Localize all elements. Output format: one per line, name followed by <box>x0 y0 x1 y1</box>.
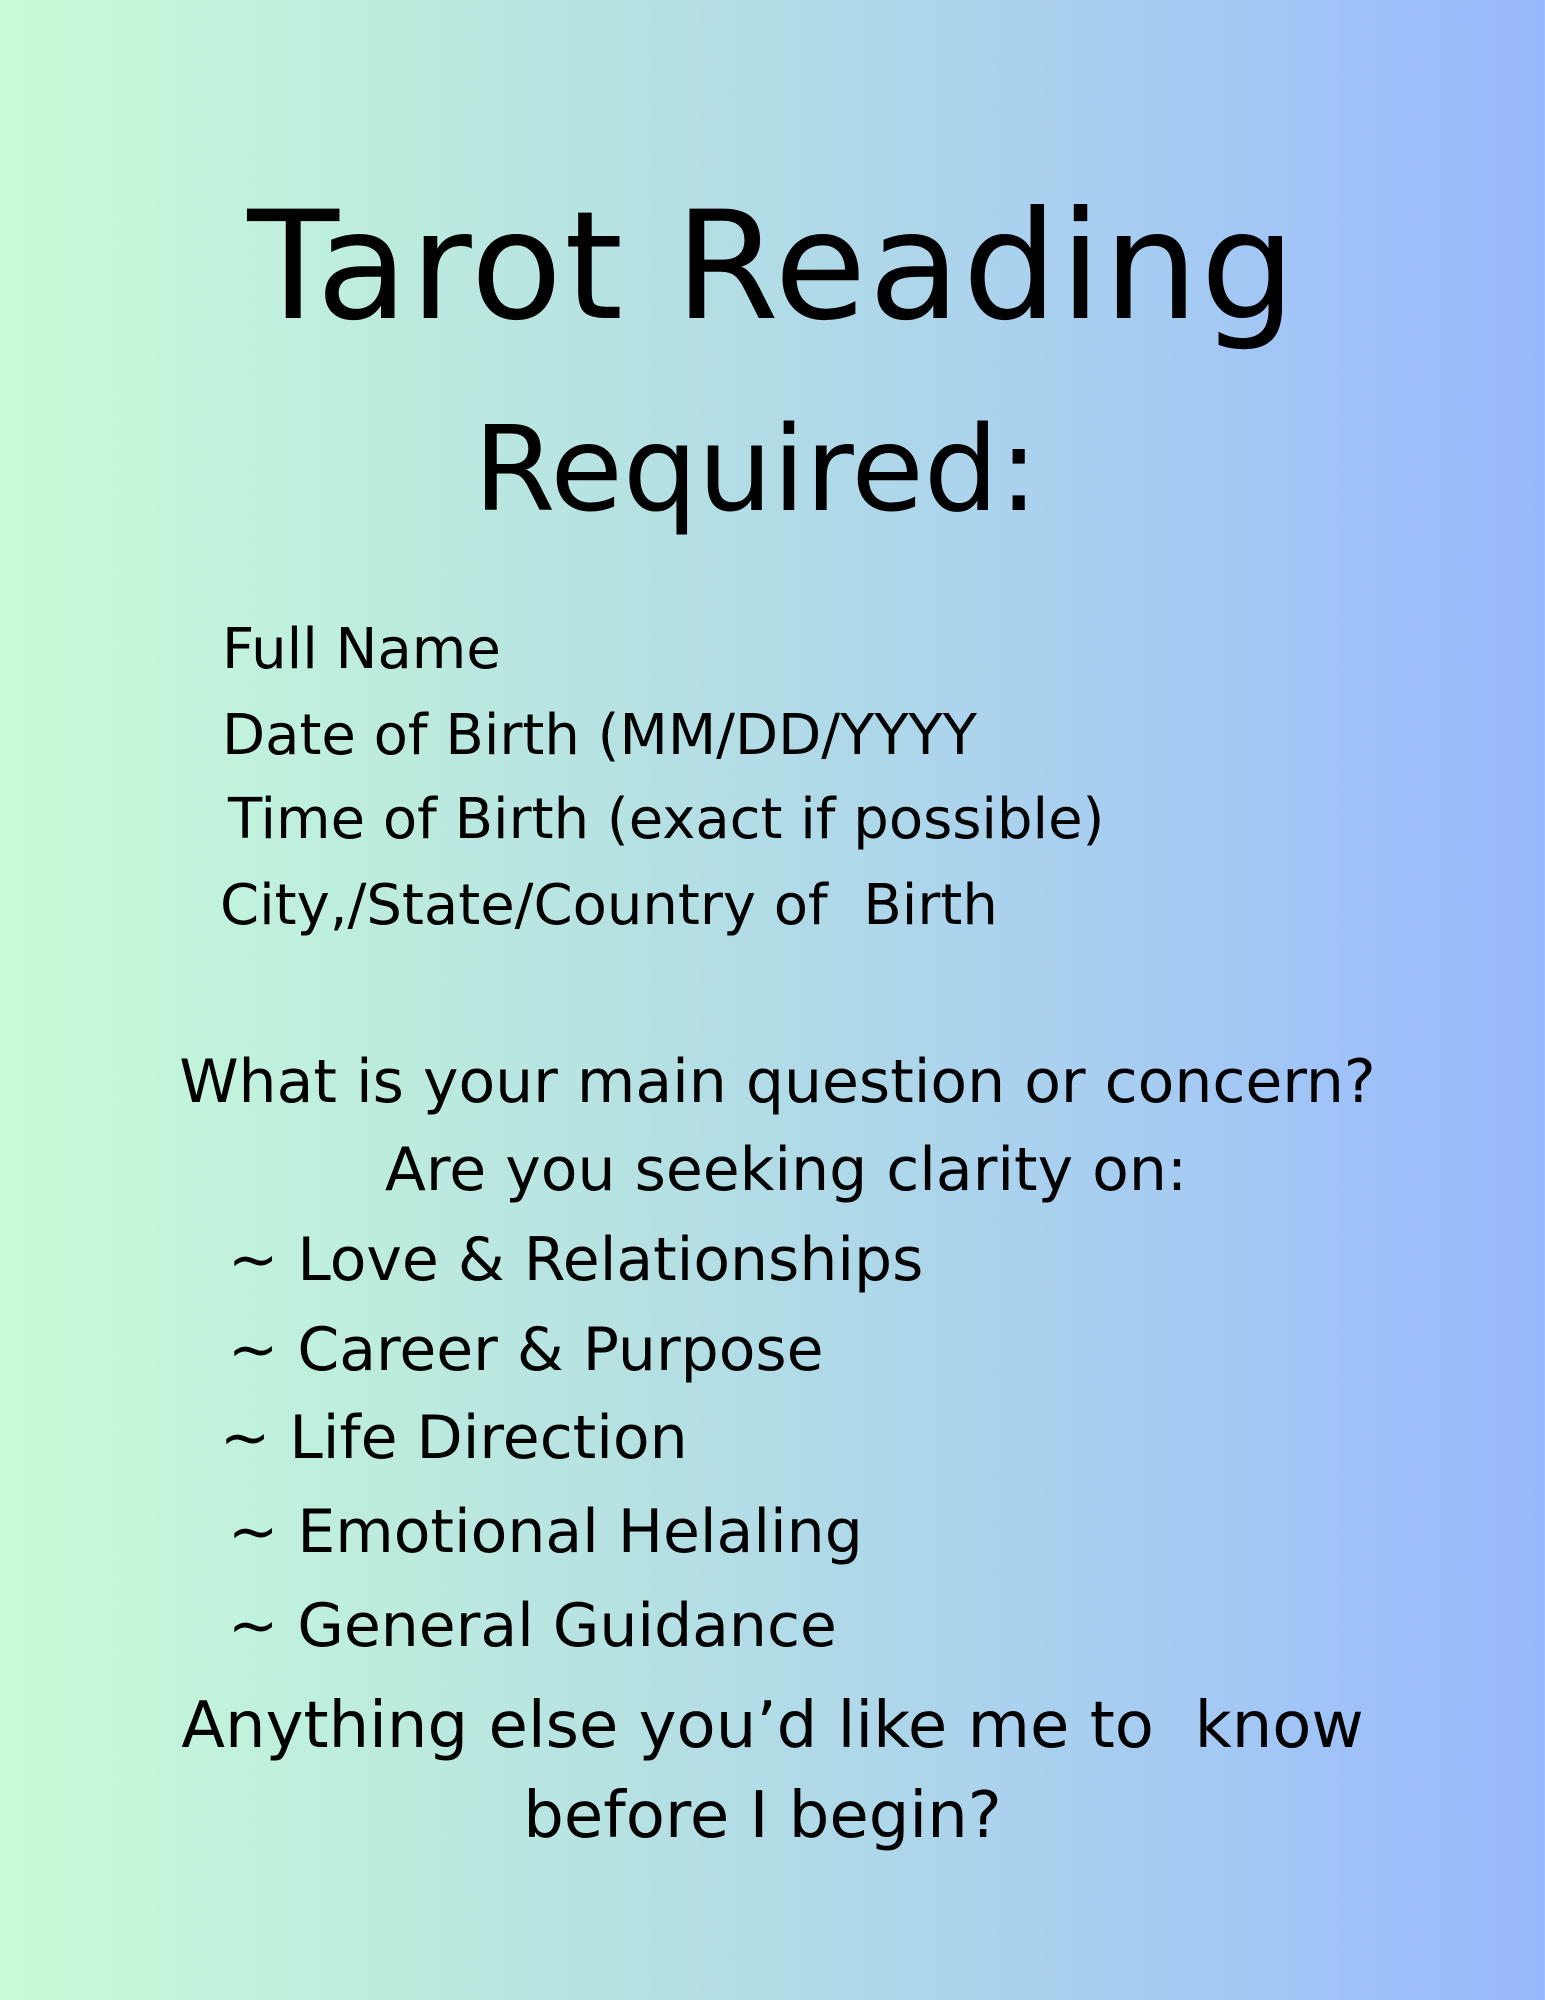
closing-question-line2: before I begin? <box>523 1779 1002 1853</box>
main-question: What is your main question or concern? <box>179 1047 1376 1117</box>
topic-love: ~ Love & Relationships <box>228 1225 924 1295</box>
field-date-of-birth: Date of Birth (MM/DD/YYYY <box>222 703 977 768</box>
topic-emotional-healing: ~ Emotional Helaling <box>228 1497 863 1567</box>
page-title: Tarot Reading <box>247 180 1298 354</box>
page-subtitle: Required: <box>473 400 1039 538</box>
clarity-question: Are you seeking clarity on: <box>384 1135 1188 1205</box>
field-place-of-birth: City,/State/Country of Birth <box>220 873 998 938</box>
closing-question-line1: Anything else you’d like me to know <box>181 1689 1364 1763</box>
field-time-of-birth: Time of Birth (exact if possible) <box>228 787 1105 852</box>
topic-career: ~ Career & Purpose <box>228 1315 824 1385</box>
field-full-name: Full Name <box>222 617 501 682</box>
topic-life-direction: ~ Life Direction <box>220 1403 688 1473</box>
topic-general-guidance: ~ General Guidance <box>228 1591 837 1661</box>
